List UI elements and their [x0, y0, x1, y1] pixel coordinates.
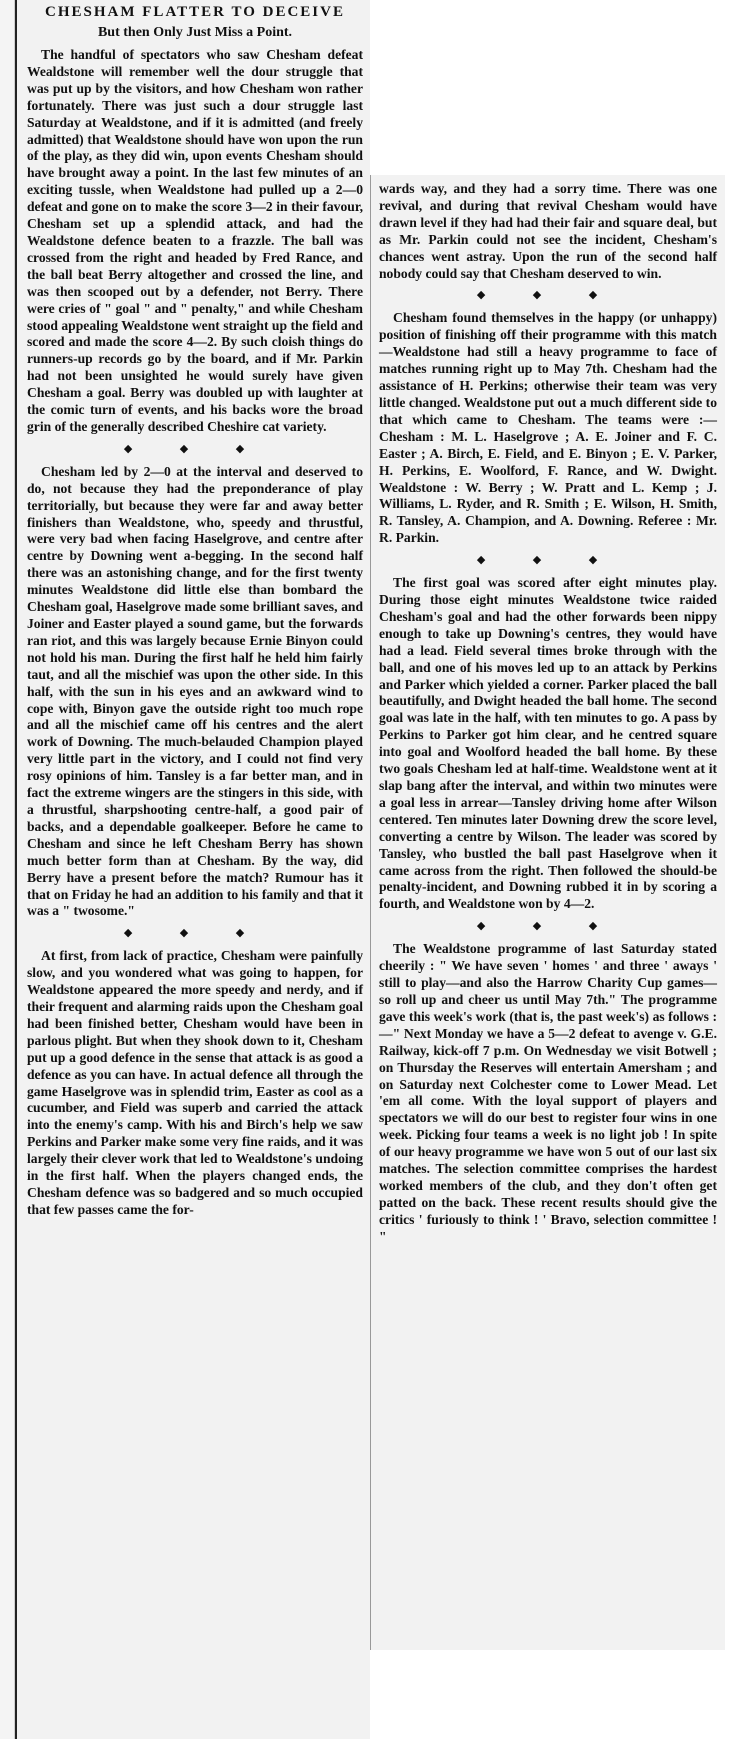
article-column-left	[15, 0, 370, 1739]
article-paragraph: At first, from lack of practice, Chesham were painfully slow, and you wondered what was going to happen, for Wealdstone appeared the more speedy and nerdy, and if their frequent and alarming raids upon the Chesham goal had been finished better, Chesham would have been in parlous plight. But when they shook down to it, Chesham put up a good defence in the sense that attack is as good a defence as you can have. In actual defence all through the game Haselgrove was in splendid trim, Easter as cool as a cucumber, and Field was superb and carried the attack into the enemy's camp. With his and Birch's help we saw Perkins and Parker make some very fine raids, and it was largely their clever work that led to Wealdstone's undoing in the first half. When the players changed ends, the Chesham defence was so badgered and so much occupied that few passes came the for-	[27, 948, 363, 1217]
adjacent-column-edge	[0, 0, 15, 1739]
article-subheadline: But then Only Just Miss a Point.	[97, 25, 293, 40]
section-separator: ◆ ◆ ◆	[123, 926, 267, 940]
article-paragraph: Chesham found themselves in the happy (or unhappy) position of finishing off their programme with this match—Wealdstone had still a heavy programme to face of matches running right up to May 7th. Chesham had the assistance of H. Perkins; otherwise their team was very little changed. Wealdstone put out a much different side to that which came to Chesham. The teams were :—Chesham : M. L. Haselgrove ; A. E. Joiner and F. C. Easter ; A. Birch, E. Field, and E. Binyon ; E. V. Parker, H. Perkins, E. Woolford, F. Rance, and W. Dwight. Wealdstone : W. Berry ; W. Pratt and L. Kemp ; J. Williams, L. Ryder, and R. Smith ; E. Wilson, H. Smith, R. Tansley, A. Champion, and A. Downing. Referee : Mr. R. Parkin.	[379, 310, 717, 546]
article-paragraph: wards way, and they had a sorry time. There was one revival, and during that revival Chesham would have drawn level if they had had their fair and square deal, but as Mr. Parkin could not see the incident, Chesham's chances went astray. Upon the run of the second half nobody could say that Chesham deserved to win.	[379, 181, 717, 281]
article-paragraph: The Wealdstone programme of last Saturday stated cheerily : " We have seven ' homes ' and three ' aways ' still to play—and also the Harrow Charity Cup games— so roll up and cheer us until May 7th." The programme gave this week's work (that is, the past week's) as follows :—" Next Monday we have a 5—2 defeat to avenge v. G.E. Railway, kick-off 7 p.m. On Wednesday we visit Botwell ; on Thursday the Reserves will entertain Amersham ; and on Saturday next Colchester come to Lower Mead. Let 'em all come. With the loyal support of players and spectators we will do our best to register four wins in one week. Picking four teams a week is no light job ! In spite of our heavy programme we have won 5 out of our last six matches. The selection committee comprises the hardest worked members of the club, and they don't often get patted on the back. These recent results should give the critics ' furiously to think ! ' Bravo, selection committee ! "	[379, 941, 717, 1244]
section-separator: ◆ ◆ ◆	[476, 919, 620, 933]
article-paragraph: Chesham led by 2—0 at the interval and deserved to do, not because they had the preponderance of play territorially, but because they were far and away better finishers than Wealdstone, who, speedy and thrustful, were very bad when facing Haselgrove, and centre after centre by Downing went a-begging. In the second half there was an astonishing change, and for the first twenty minutes Wealdstone did little else than bombard the Chesham goal, Haselgrove made some brilliant saves, and Joiner and Easter played a sound game, but the forwards ran riot, and this was largely because Ernie Binyon could not hold his man. During the first half he held him fairly taut, and all the mischief was upon the other side. In this half, with the sun in his eyes and an awkward wind to cope with, Binyon gave the outside right too much rope and all the mischief came off his centres and the alert work of Downing. The much-belauded Champion played very little part in the victory, and I could not find very rosy opinions of him. Tansley is a far better man, and in fact the extreme wingers are the stingers in this side, with a thrustful, sharpshooting centre-half, a good pair of backs, and a dependable goalkeeper. Before he came to Chesham and since he left Chesham Berry has shown much better form than at Chesham. By the way, did Berry have a present before the match? Rumour has it that on Friday he had an addition to his family and that it was a " twosome."	[27, 463, 363, 919]
article-headline: CHESHAM FLATTER TO DECEIVE	[45, 4, 345, 20]
article-paragraph: The handful of spectators who saw Chesham defeat Wealdstone will remember well the dour struggle that was put up by the visitors, and how Chesham won rather fortunately. There was just such a dour struggle last Saturday at Wealdstone, and if it is admitted (and freely admitted) that Wealdstone should have won upon the run of the play, as they did win, upon events Chesham should have brought away a point. In the last few minutes of an exciting tussle, when Wealdstone had pulled up a 2—0 defeat and gone on to make the score 3—2 in their favour, Chesham set up a splendid attack, and had the Wealdstone defence beaten to a frazzle. The ball was crossed from the right and headed by Fred Rance, and the ball beat Berry altogether and crossed the line, and was then scooped out by a defender, not Berry. There were cries of " goal " and " penalty," and while Chesham stood appealing Wealdstone went straight up the field and scored and made the score 4—2. By such cloish things do runners-up records go by the board, and if Mr. Parkin had not been unsighted he would surely have given Chesham a goal. Berry was doubled up with laughter at the comic turn of events, and his backs wore the broad grin of the generally described Cheshire cat variety.	[27, 47, 363, 434]
article-paragraph: The first goal was scored after eight minutes play. During those eight minutes Wealdstone twice raided Chesham's goal and had the other forwards been nippy enough to take up Downing's centres, they would have had a lead. Field several times broke through with the ball, and one of his moves led up to an attack by Perkins and Parker which yielded a corner. Parker placed the ball beautifully, and Dwight headed the ball home. The second goal was late in the half, with ten minutes to go. A pass by Perkins to Parker got him clear, and he centred square into goal and Woolford headed the ball home. By these two goals Chesham led at half-time. Wealdstone went at it slap bang after the interval, and within two minutes were a goal less in arrear—Tansley driving home after Wilson centered. Ten minutes later Downing drew the score level, converting a centre by Wilson. The leader was scored by Tansley, who bustled the ball past Haselgrove when it came across from the right. Then followed the should-be penalty-incident, and Downing rubbed it in by scoring a fourth, and Wealdstone won by 4—2.	[379, 575, 717, 912]
section-separator: ◆ ◆ ◆	[476, 553, 620, 567]
section-separator: ◆ ◆ ◆	[123, 441, 267, 455]
section-separator: ◆ ◆ ◆	[476, 288, 620, 302]
article-column-right	[370, 175, 725, 1650]
